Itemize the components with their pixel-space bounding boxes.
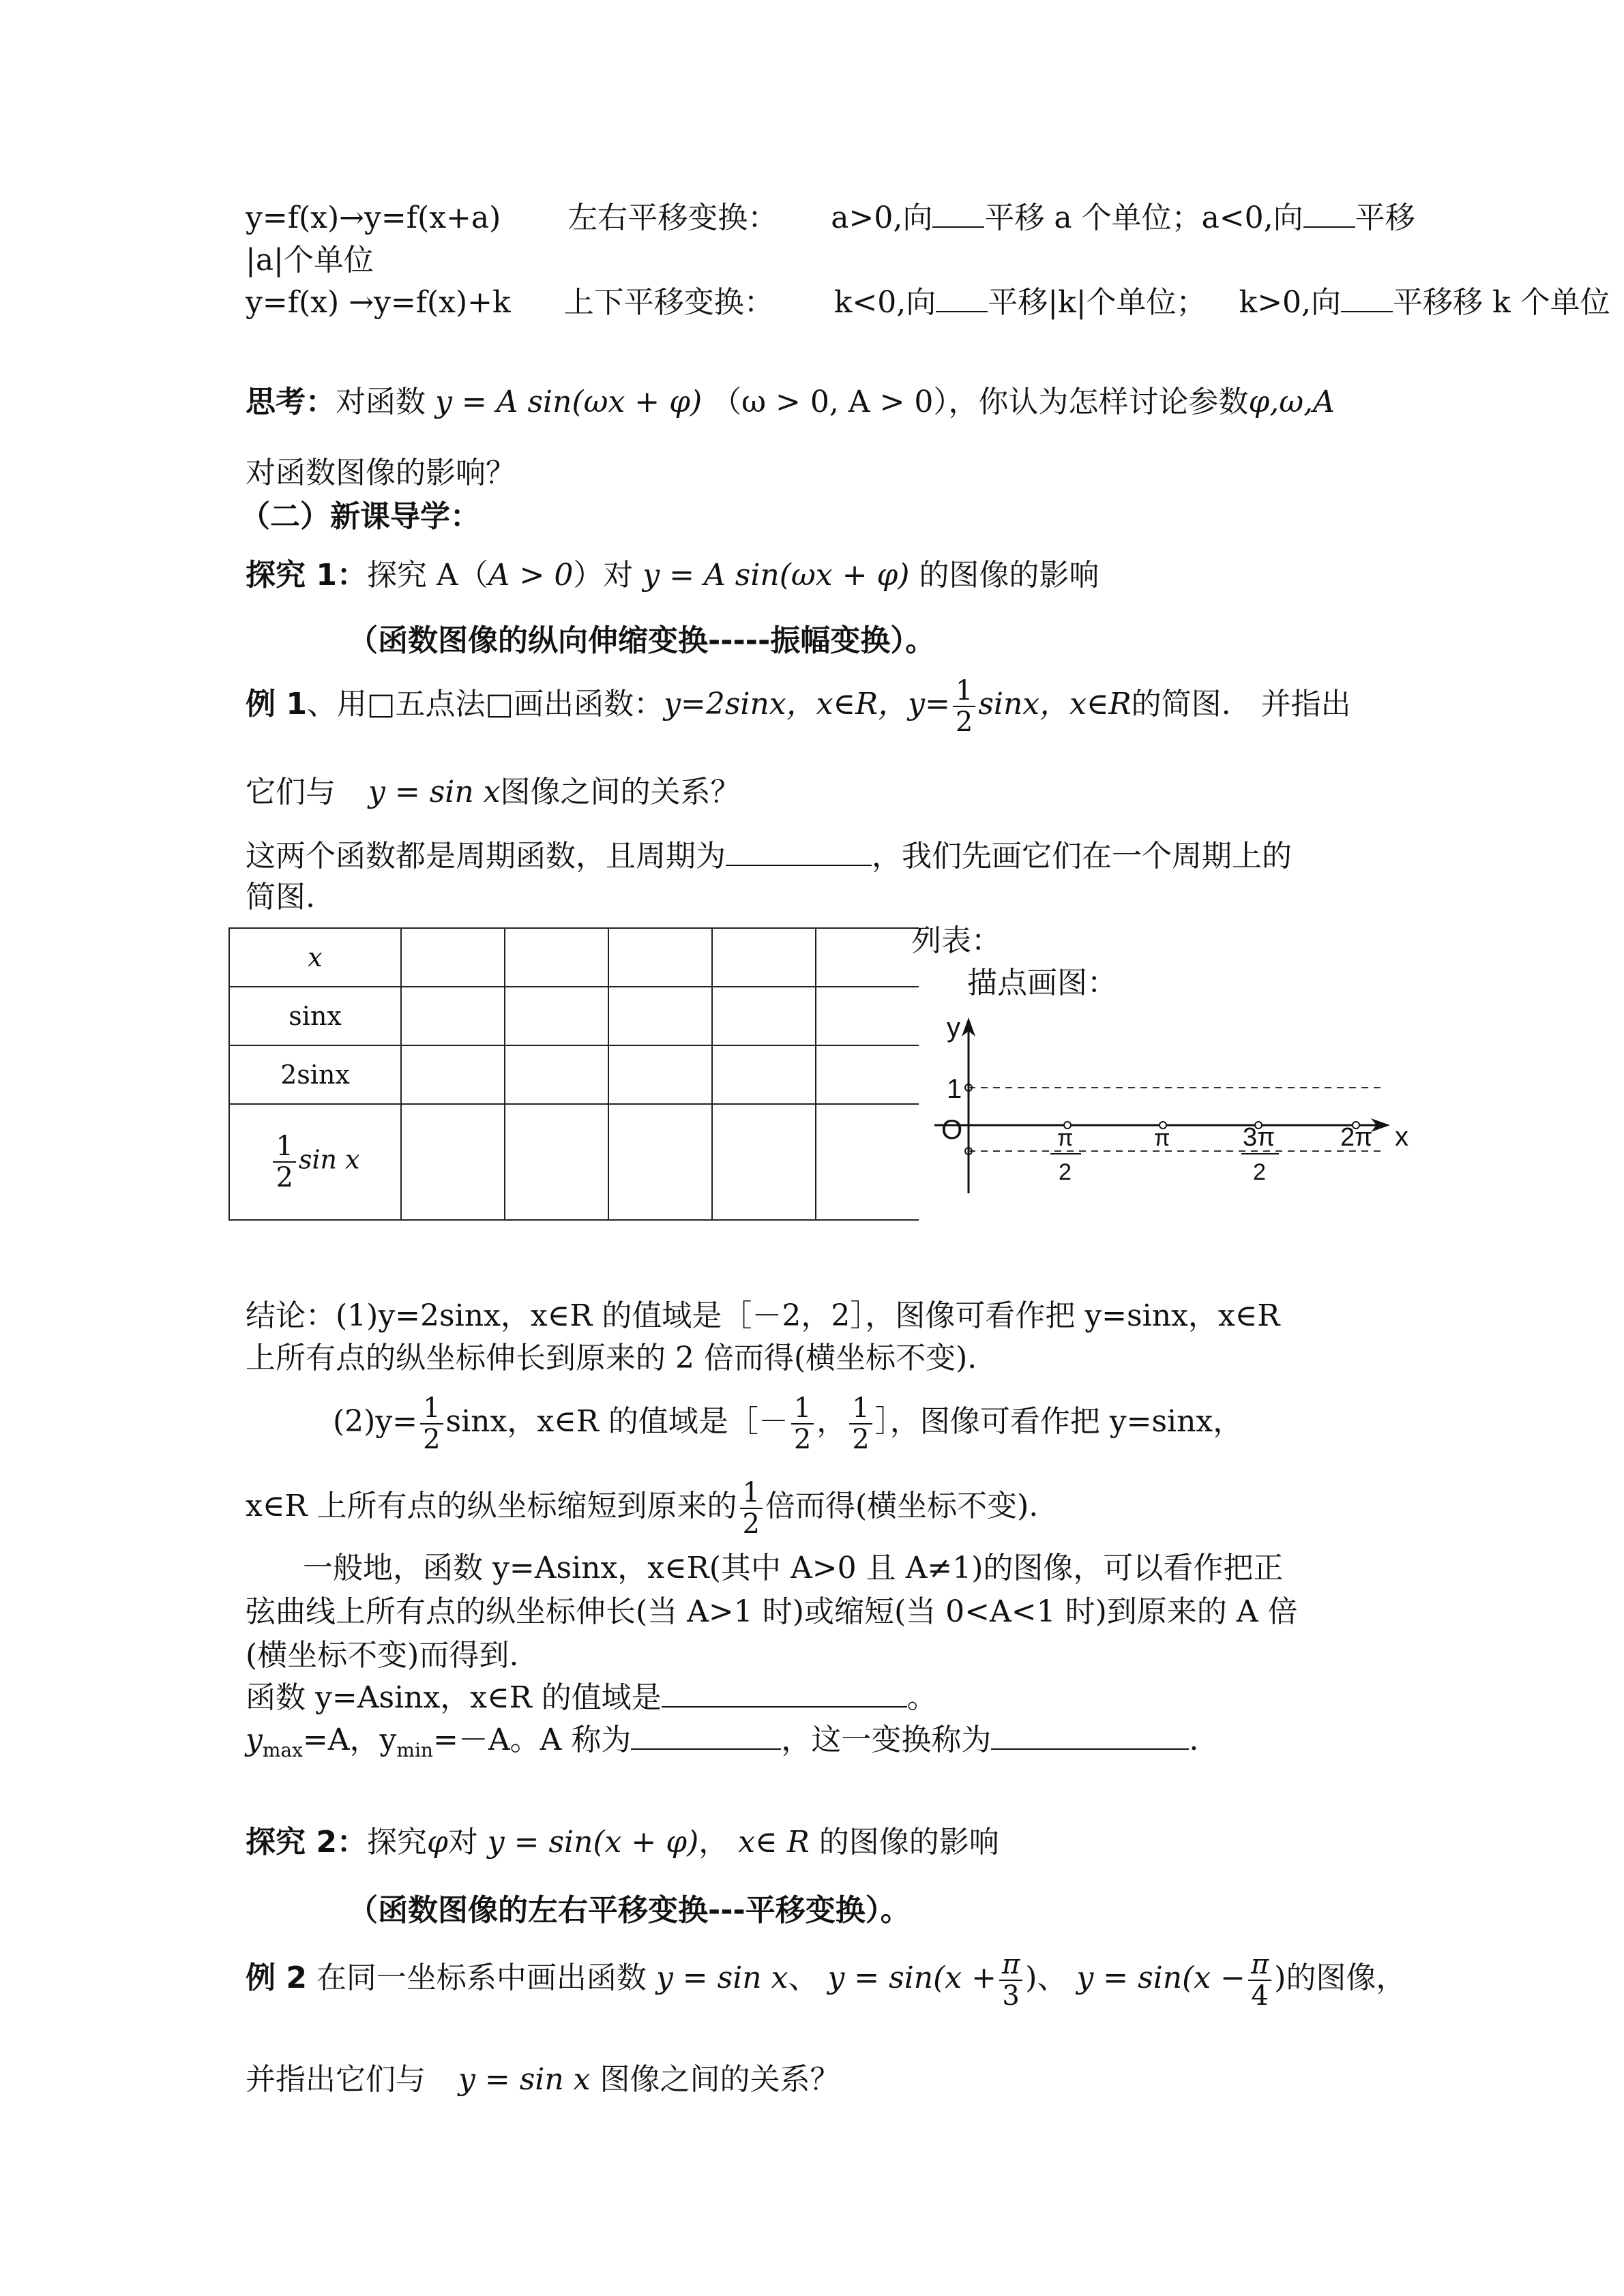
- tick-label-pi: π: [1154, 1125, 1170, 1151]
- example1-func2: sinx，x∈R: [978, 687, 1132, 721]
- coordinate-sketch: [914, 1009, 1426, 1207]
- table-cell[interactable]: [608, 928, 712, 987]
- think-params: φ,ω,A: [1248, 385, 1335, 419]
- explore2-text1: 探究: [366, 1825, 427, 1860]
- table-cell[interactable]: [401, 987, 505, 1045]
- value-table: [228, 927, 919, 1221]
- example2-func2: y = sin(x +: [827, 1960, 996, 1995]
- example1-line3a: 这两个函数都是周期函数，且周期为: [246, 839, 726, 874]
- table-row-x: [229, 928, 919, 987]
- tick-den-2: 2: [1059, 1159, 1072, 1185]
- explore2-label: 探究 2：: [246, 1825, 367, 1860]
- explore1-label: 探究 1：: [246, 558, 367, 593]
- blank-range[interactable]: [662, 1682, 907, 1708]
- tick-label-2pi: 2π: [1340, 1123, 1373, 1152]
- tick-label-3pi-half: 3π: [1243, 1123, 1275, 1152]
- example2-func3: y = sin(x −: [1076, 1960, 1245, 1995]
- range-line: 函数 y=Asinx，x∈R 的值域是 。: [246, 1680, 937, 1715]
- shift-lr-text4: |a|个单位: [246, 243, 374, 278]
- table-cell[interactable]: [505, 1104, 608, 1220]
- explore2-subtitle: （函数图像的左右平移变换---平移变换）。: [348, 1893, 911, 1928]
- think-line: [246, 382, 1335, 423]
- example1-line3: [246, 836, 1292, 877]
- table-row-half-sinx: [229, 1104, 919, 1220]
- table-cell[interactable]: [505, 1045, 608, 1104]
- table-cell[interactable]: [712, 987, 816, 1045]
- example1-line2b: y = sin x: [368, 775, 501, 809]
- conclusion-line4: x∈R 上所有点的纵坐标缩短到原来的 $\frac{1}{2}$ 倍而得(横坐标不变).: [246, 1476, 1039, 1540]
- example1-line2c: 图像之间的关系？: [500, 775, 741, 809]
- think-formula: y = A sin(ωx + φ): [435, 385, 703, 419]
- example1-func1: y=2sinx，x∈R，y=: [664, 687, 950, 721]
- table-row-label: $\frac{1}{2}$ sin x: [229, 1104, 401, 1220]
- shift-lr-line: [246, 198, 1415, 239]
- example1-line2: [246, 772, 741, 813]
- table-row-label: x: [229, 928, 401, 987]
- think-cond: （ω > 0, A > 0），你认为怎样讨论参数: [711, 385, 1249, 419]
- table-cell[interactable]: [712, 1045, 816, 1104]
- explore1-formula: y = A sin(ωx + φ): [643, 558, 910, 593]
- shift-lr-text3: 平移: [1355, 200, 1415, 235]
- table-cell[interactable]: [712, 1104, 816, 1220]
- example1-text1: 、用□五点法□画出函数：: [306, 687, 664, 721]
- table-cell[interactable]: [401, 1045, 505, 1104]
- shift-lr-text1: a>0,向: [831, 200, 933, 235]
- example1-line: [246, 674, 1351, 737]
- example2-func1: y = sin x: [655, 1960, 788, 1995]
- table-row-sinx: [229, 987, 919, 1045]
- explore1-text3: 的图像的影响: [919, 558, 1099, 593]
- example1-label: 例 1: [246, 687, 307, 721]
- tick-label-pi-half: π: [1057, 1125, 1074, 1151]
- general-line1: 一般地，函数 y=Asinx，x∈R(其中 A>0 且 A≠1)的图像，可以看作把正: [303, 1551, 1284, 1585]
- shift-lr-name: 左右平移变换：: [567, 200, 778, 235]
- table-cell[interactable]: [608, 1104, 712, 1220]
- explore2-formula: y = sin(x + φ): [487, 1825, 699, 1860]
- table-cell[interactable]: [608, 987, 712, 1045]
- example2-line2: 并指出它们与 y = sin x 图像之间的关系？: [246, 2062, 840, 2097]
- explore2-line: 探究 2：探究φ对 y = sin(x + φ)， x∈ R 的图像的影响: [246, 1825, 999, 1860]
- table-cell[interactable]: [505, 987, 608, 1045]
- blank-amplitude-name[interactable]: [631, 1724, 781, 1750]
- shift-lr-text2: 平移 a 个单位；a<0,向: [984, 200, 1303, 235]
- shift-ud-line: [246, 282, 1610, 323]
- y-axis-label: y: [947, 1013, 960, 1043]
- conclusion-line1: 结论：(1)y=2sinx，x∈R 的值域是［－2，2］，图像可看作把 y=sinx，x∈R: [246, 1298, 1280, 1333]
- blank-period[interactable]: [726, 840, 872, 866]
- explore1-line: [246, 555, 1099, 596]
- conclusion-line2: 上所有点的纵坐标伸长到原来的 2 倍而得(横坐标不变).: [246, 1341, 977, 1375]
- explore2-text4: 的图像的影响: [818, 1825, 999, 1860]
- example1-line4: 简图.: [246, 880, 315, 914]
- tick-den-2b: 2: [1253, 1159, 1266, 1185]
- amplitude-line: $y_{max}=A$，$y_{min}=-A$。A 称为 ，这一变换称为 .: [246, 1723, 1199, 1761]
- example1-half-fraction: $\frac{1}{2}$: [953, 676, 975, 737]
- explore2-domain: x∈ R: [738, 1825, 810, 1860]
- explore1-text2: ）对: [573, 558, 634, 593]
- example1-line3b: ，我们先画它们在一个周期上的: [872, 839, 1292, 874]
- explore1-subtitle: （函数图像的纵向伸缩变换-----振幅变换）。: [348, 623, 936, 658]
- blank-direction-3[interactable]: [936, 286, 988, 312]
- explore2-phi: φ: [426, 1825, 448, 1860]
- conclusion-line3: (2)y= $\frac{1}{2}$ sinx，x∈R 的值域是［－ $\frac{1}{2}$ ， $\frac{1}{2}$ ］，图像可看作把 y=sinx，: [333, 1392, 1243, 1455]
- blank-direction-4[interactable]: [1341, 286, 1393, 312]
- shift-ud-name: 上下平移变换：: [563, 285, 774, 320]
- table-cell[interactable]: [608, 1045, 712, 1104]
- table-row-label: 2sinx: [229, 1045, 401, 1104]
- shift-ud-text4: 平移移 k 个单位: [1393, 285, 1610, 320]
- example2-line: 例 2 在同一坐标系中画出函数 y = sin x、 y = sin(x + $\frac{\pi}{3}$ )、 y = sin(x − $\frac{\pi}{4}$ )的图像，: [246, 1948, 1406, 2012]
- think-text1: 对函数: [336, 385, 426, 419]
- table-cell[interactable]: [816, 928, 919, 987]
- explore2-text2: 对: [447, 1825, 478, 1860]
- explore1-cond: A > 0: [488, 558, 574, 593]
- table-cell[interactable]: [401, 928, 505, 987]
- blank-direction-1[interactable]: [932, 202, 984, 228]
- shift-ud-text1: k<0,向: [833, 285, 936, 320]
- blank-transform-name[interactable]: [991, 1724, 1189, 1750]
- table-cell[interactable]: [712, 928, 816, 987]
- x-axis-label: x: [1395, 1122, 1408, 1152]
- blank-direction-2[interactable]: [1303, 202, 1355, 228]
- list-label: 列表：: [911, 923, 1001, 958]
- example2-text1: 在同一坐标系中画出函数: [316, 1960, 647, 1995]
- draw-label: 描点画图：: [967, 966, 1117, 1000]
- think-label: 思考：: [246, 385, 336, 419]
- example1-text2: 的简图. 并指出: [1131, 687, 1351, 721]
- think-text2: 对函数图像的影响？: [246, 456, 516, 490]
- shift-ud-text3: k>0,向: [1239, 285, 1342, 320]
- general-line3: (横坐标不变)而得到.: [246, 1638, 519, 1673]
- table-cell[interactable]: [816, 1104, 919, 1220]
- tick-label-one: 1: [947, 1074, 962, 1104]
- table-row-2sinx: [229, 1045, 919, 1104]
- explore1-text: 探究 A（: [366, 558, 488, 593]
- section-title: （二）新课导学：: [240, 499, 480, 534]
- table-cell[interactable]: [401, 1104, 505, 1220]
- general-line2: 弦曲线上所有点的纵坐标伸长(当 A>1 时)或缩短(当 0<A<1 时)到原来的 A 倍: [246, 1594, 1298, 1629]
- shift-ud-text2: 平移|k|个单位；: [988, 285, 1207, 320]
- example1-line2a: 它们与: [246, 775, 336, 809]
- table-cell[interactable]: [816, 987, 919, 1045]
- origin-label: O: [941, 1115, 963, 1145]
- table-cell[interactable]: [816, 1045, 919, 1104]
- shift-lr-formula: y=f(x)→y=f(x+a): [246, 200, 501, 235]
- table-cell[interactable]: [505, 928, 608, 987]
- table-row-label: sinx: [229, 987, 401, 1045]
- shift-ud-formula: y=f(x) →y=f(x)+k: [246, 285, 511, 320]
- example2-label: 例 2: [246, 1960, 307, 1995]
